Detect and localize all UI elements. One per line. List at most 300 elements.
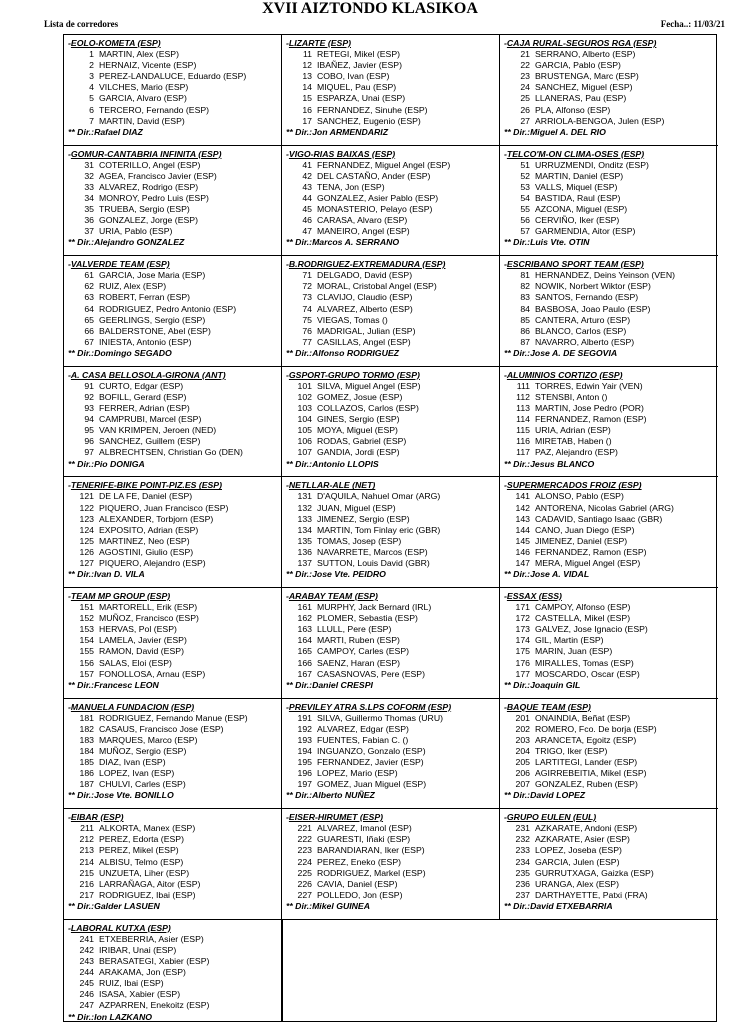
team-name: -ESSAX (ESS) bbox=[504, 591, 562, 601]
rider-number: 207 bbox=[515, 779, 530, 790]
rider-name: GURRUTXAGA, Gaizka (ESP) bbox=[535, 867, 654, 878]
team-block bbox=[64, 588, 282, 698]
rider-name: RAMON, David (ESP) bbox=[99, 646, 184, 657]
rider-name: RUIZ, Ibai (ESP) bbox=[99, 978, 164, 989]
rider-name: BASBOSA, Joao Paulo (ESP) bbox=[535, 303, 651, 314]
rider-name: FERRER, Adrian (ESP) bbox=[99, 403, 190, 414]
rider-row bbox=[68, 1000, 282, 1011]
rider-name: CHULVI, Carles (ESP) bbox=[99, 779, 186, 790]
rider-number: 213 bbox=[79, 845, 94, 856]
rider-number: 32 bbox=[84, 170, 94, 181]
rider-row bbox=[504, 547, 718, 558]
rider-name: PLOMER, Sebastia (ESP) bbox=[317, 613, 418, 624]
rider-row bbox=[286, 381, 500, 392]
rider-row bbox=[504, 193, 718, 204]
rider-number: 53 bbox=[520, 181, 530, 192]
rider-name: GARCIA, Julen (ESP) bbox=[535, 856, 620, 867]
rider-number: 85 bbox=[520, 314, 530, 325]
team-name: -EISER-HIRUMET (ESP) bbox=[286, 812, 384, 823]
team-director: ** Dir.:Jesus BLANCO bbox=[504, 458, 595, 469]
team-name-text: TEAM MP GROUP (ESP) bbox=[70, 591, 171, 601]
rider-row bbox=[68, 503, 282, 514]
rider-number: 122 bbox=[79, 502, 94, 513]
rider-row bbox=[68, 315, 282, 326]
rider-name: JIMENEZ, Sergio (ESP) bbox=[317, 513, 410, 524]
rider-row bbox=[286, 724, 500, 735]
rider-number: 136 bbox=[297, 546, 312, 557]
rider-row bbox=[504, 713, 718, 724]
rider-number: 195 bbox=[297, 757, 312, 768]
team-director: ** Dir.:Alberto NUÑEZ bbox=[286, 790, 375, 801]
rider-row bbox=[504, 326, 718, 337]
team-name-text: LIZARTE (ESP) bbox=[288, 38, 352, 48]
rider-row bbox=[504, 757, 718, 768]
rider-row bbox=[504, 768, 718, 779]
rider-name: MOSCARDO, Oscar (ESP) bbox=[535, 668, 640, 679]
rider-name: VAN KRIMPEN, Jeroen (NED) bbox=[99, 425, 217, 436]
rider-number: 127 bbox=[79, 558, 94, 569]
rider-number: 91 bbox=[84, 380, 94, 391]
rider-row bbox=[286, 868, 500, 879]
empty-area bbox=[282, 920, 716, 1021]
team-name-text: MANUELA FUNDACION (ESP) bbox=[70, 701, 195, 712]
rider-row bbox=[68, 425, 282, 436]
rider-number: 37 bbox=[84, 226, 94, 237]
rider-number: 101 bbox=[297, 380, 312, 391]
team-name: -LIZARTE (ESP) bbox=[286, 38, 352, 48]
rider-name: CERVIÑO, Iker (ESP) bbox=[535, 215, 620, 226]
rider-number: 51 bbox=[520, 159, 530, 170]
rider-name: LOPEZ, Joseba (ESP) bbox=[535, 845, 622, 856]
rider-number: 231 bbox=[515, 823, 530, 834]
rider-number: 162 bbox=[297, 613, 312, 624]
rider-row bbox=[504, 315, 718, 326]
rider-row bbox=[286, 436, 500, 447]
rider-name: HERNANDEZ, Deins Yeinson (VEN) bbox=[535, 270, 676, 281]
rider-name: VILCHES, Mario (ESP) bbox=[99, 82, 189, 93]
rider-name: COTERILLO, Angel (ESP) bbox=[99, 159, 201, 170]
rider-row bbox=[504, 857, 718, 868]
rider-row bbox=[286, 71, 500, 82]
rider-row bbox=[286, 779, 500, 790]
team-name: -MANUELA FUNDACION (ESP) bbox=[68, 701, 195, 712]
rider-name: MERA, Miguel Angel (ESP) bbox=[535, 558, 641, 569]
team-block bbox=[500, 809, 718, 919]
team-name: -EOLO-KOMETA (ESP) bbox=[68, 38, 161, 48]
team-name: -GRUPO EULEN (EUL) bbox=[504, 812, 597, 823]
rider-number: 65 bbox=[84, 314, 94, 325]
rider-row bbox=[504, 281, 718, 292]
rider-name: GARCIA, Pablo (ESP) bbox=[535, 60, 621, 71]
rider-number: 243 bbox=[79, 956, 94, 967]
rider-number: 226 bbox=[297, 878, 312, 889]
rider-name: ISASA, Xabier (ESP) bbox=[99, 989, 181, 1000]
rider-name: RUIZ, Alex (ESP) bbox=[99, 281, 167, 292]
rider-number: 133 bbox=[297, 513, 312, 524]
rider-name: SALAS, Eloi (ESP) bbox=[99, 657, 172, 668]
rider-row bbox=[68, 105, 282, 116]
rider-name: NAVARRETE, Marcos (ESP) bbox=[317, 546, 428, 557]
rider-row bbox=[68, 71, 282, 82]
rider-number: 47 bbox=[302, 226, 312, 237]
rider-row bbox=[286, 326, 500, 337]
team-director: ** Dir.:Alfonso RODRIGUEZ bbox=[286, 347, 399, 358]
rider-number: 74 bbox=[302, 303, 312, 314]
team-block bbox=[64, 35, 282, 145]
rider-number: 33 bbox=[84, 181, 94, 192]
rider-number: 246 bbox=[79, 989, 94, 1000]
rider-row bbox=[68, 934, 282, 945]
rider-number: 191 bbox=[297, 712, 312, 723]
rider-row bbox=[68, 669, 282, 680]
rider-list-label: Lista de corredores bbox=[44, 19, 119, 29]
rider-number: 36 bbox=[84, 215, 94, 226]
rider-number: 204 bbox=[515, 745, 530, 756]
rider-name: MARTORELL, Erik (ESP) bbox=[99, 602, 198, 613]
rider-name: GUARESTI, Iñaki (ESP) bbox=[317, 834, 411, 845]
rider-number: 13 bbox=[302, 71, 312, 82]
rider-row bbox=[504, 658, 718, 669]
rider-row bbox=[68, 381, 282, 392]
rider-name: FERNANDEZ, Sinuhe (ESP) bbox=[317, 104, 428, 115]
rider-number: 23 bbox=[520, 71, 530, 82]
rider-name: LARTITEGI, Lander (ESP) bbox=[535, 757, 638, 768]
rider-number: 62 bbox=[84, 281, 94, 292]
rider-number: 212 bbox=[79, 834, 94, 845]
rider-number: 72 bbox=[302, 281, 312, 292]
rider-name: GANDIA, Jordi (ESP) bbox=[317, 447, 400, 458]
team-block bbox=[64, 920, 282, 1030]
team-name-text: NETLLAR-ALE (NET) bbox=[288, 480, 376, 491]
rider-row bbox=[504, 447, 718, 458]
rider-number: 156 bbox=[79, 657, 94, 668]
rider-number: 126 bbox=[79, 546, 94, 557]
rider-name: GEERLINGS, Sergio (ESP) bbox=[99, 314, 206, 325]
rider-name: MARTIN, Daniel (ESP) bbox=[535, 170, 624, 181]
team-block bbox=[64, 477, 282, 587]
team-director: ** Dir.:Francesc LEON bbox=[68, 679, 159, 690]
rider-name: PEREZ-LANDALUCE, Eduardo (ESP) bbox=[99, 71, 247, 82]
rider-row bbox=[68, 768, 282, 779]
rider-number: 132 bbox=[297, 502, 312, 513]
rider-name: URRUZMENDI, Onditz (ESP) bbox=[535, 159, 649, 170]
rider-row bbox=[286, 304, 500, 315]
row-divider bbox=[64, 145, 718, 146]
team-block bbox=[500, 588, 718, 698]
team-director: ** Dir.:Joaquin GIL bbox=[504, 679, 581, 690]
rider-number: 155 bbox=[79, 646, 94, 657]
team-block bbox=[282, 699, 500, 809]
rider-number: 201 bbox=[515, 712, 530, 723]
rider-number: 131 bbox=[297, 491, 312, 502]
rider-row bbox=[286, 82, 500, 93]
rider-number: 176 bbox=[515, 657, 530, 668]
rider-row bbox=[286, 845, 500, 856]
team-name-text: EIBAR (ESP) bbox=[70, 812, 124, 823]
rider-name: CADAVID, Santiago Isaac (GBR) bbox=[535, 513, 663, 524]
rider-number: 54 bbox=[520, 192, 530, 203]
rider-name: MIRALLES, Tomas (ESP) bbox=[535, 657, 634, 668]
rider-name: URANGA, Alex (ESP) bbox=[535, 878, 619, 889]
rider-row bbox=[504, 226, 718, 237]
team-name: -GOMUR-CANTABRIA INFINITA (ESP) bbox=[68, 148, 222, 159]
rider-row bbox=[286, 281, 500, 292]
rider-name: AGEA, Francisco Javier (ESP) bbox=[99, 170, 217, 181]
team-name-text: GSPORT-GRUPO TORMO (ESP) bbox=[288, 369, 420, 380]
rider-name: CASAUS, Francisco Jose (ESP) bbox=[99, 723, 224, 734]
rider-number: 172 bbox=[515, 613, 530, 624]
rider-row bbox=[286, 658, 500, 669]
rider-name: ALVAREZ, Imanol (ESP) bbox=[317, 823, 412, 834]
rider-name: MARTIN, Alex (ESP) bbox=[99, 49, 179, 60]
date-label: Fecha..: 11/03/21 bbox=[660, 19, 725, 29]
team-director: ** Dir.:Jose A. DE SEGOVIA bbox=[504, 347, 618, 358]
rider-name: GONZALEZ, Asier Pablo (ESP) bbox=[317, 192, 439, 203]
team-name: -NETLLAR-ALE (NET) bbox=[286, 480, 376, 491]
rider-number: 154 bbox=[79, 635, 94, 646]
rider-row bbox=[68, 514, 282, 525]
rider-name: JUAN, Miguel (ESP) bbox=[317, 502, 396, 513]
rider-number: 4 bbox=[89, 82, 94, 93]
rider-row bbox=[286, 193, 500, 204]
rider-row bbox=[504, 491, 718, 502]
rider-row bbox=[504, 160, 718, 171]
rider-number: 3 bbox=[89, 71, 94, 82]
rider-row bbox=[504, 215, 718, 226]
rider-row bbox=[68, 392, 282, 403]
team-block bbox=[64, 809, 282, 919]
team-block bbox=[64, 367, 282, 477]
rider-name: RODRIGUEZ, Fernando Manue (ESP) bbox=[99, 712, 248, 723]
rider-name: MOYA, Miguel (ESP) bbox=[317, 425, 398, 436]
rider-name: CAVIA, Daniel (ESP) bbox=[317, 878, 398, 889]
team-director: ** Dir.:Jose Vte. PEIDRO bbox=[286, 569, 386, 580]
rider-row bbox=[286, 746, 500, 757]
rider-row bbox=[68, 978, 282, 989]
rider-number: 44 bbox=[302, 192, 312, 203]
rider-name: GARCIA, Jose Maria (ESP) bbox=[99, 270, 206, 281]
rider-name: GARCIA, Alvaro (ESP) bbox=[99, 93, 187, 104]
rider-number: 22 bbox=[520, 60, 530, 71]
team-name-text: CAJA RURAL-SEGUROS RGA (ESP) bbox=[506, 38, 657, 48]
rider-row bbox=[68, 857, 282, 868]
rider-name: ROMERO, Fco. De borja (ESP) bbox=[535, 723, 657, 734]
rider-name: MONROY, Pedro Luis (ESP) bbox=[99, 192, 209, 203]
rider-row bbox=[286, 315, 500, 326]
rider-row bbox=[504, 845, 718, 856]
team-director: ** Dir.:Antonio LLOPIS bbox=[286, 458, 379, 469]
rider-row bbox=[68, 989, 282, 1000]
row-divider bbox=[64, 366, 718, 367]
rider-name: PLA, Alfonso (ESP) bbox=[535, 104, 611, 115]
rider-row bbox=[504, 414, 718, 425]
team-director: ** Dir.:Pio DONIGA bbox=[68, 458, 145, 469]
rider-number: 242 bbox=[79, 944, 94, 955]
rider-name: ARAKAMA, Jon (ESP) bbox=[99, 967, 186, 978]
rider-number: 14 bbox=[302, 82, 312, 93]
rider-row bbox=[504, 558, 718, 569]
rider-number: 5 bbox=[89, 93, 94, 104]
rider-name: GIL, Martin (ESP) bbox=[535, 635, 604, 646]
rider-number: 41 bbox=[302, 159, 312, 170]
rider-number: 225 bbox=[297, 867, 312, 878]
rider-number: 121 bbox=[79, 491, 94, 502]
rider-name: ONAINDIA, Beñat (ESP) bbox=[535, 712, 631, 723]
rider-name: AZCONA, Miguel (ESP) bbox=[535, 204, 628, 215]
rider-name: JIMENEZ, Daniel (ESP) bbox=[535, 535, 628, 546]
rider-number: 17 bbox=[302, 115, 312, 126]
rider-number: 86 bbox=[520, 325, 530, 336]
rider-name: POLLEDO, Jon (ESP) bbox=[317, 889, 403, 900]
team-director: ** Dir.:Luis Vte. OTIN bbox=[504, 237, 590, 248]
rider-number: 6 bbox=[89, 104, 94, 115]
rider-name: FERNANDEZ, Ramon (ESP) bbox=[535, 414, 647, 425]
rider-row bbox=[68, 956, 282, 967]
row-divider bbox=[64, 476, 718, 477]
rider-row bbox=[286, 116, 500, 127]
team-name-text: BAQUE TEAM (ESP) bbox=[506, 701, 591, 712]
rider-row bbox=[286, 635, 500, 646]
rider-row bbox=[504, 204, 718, 215]
rider-row bbox=[286, 403, 500, 414]
rider-name: TERCERO, Fernando (ESP) bbox=[99, 104, 210, 115]
team-name: -LABORAL KUTXA (ESP) bbox=[68, 922, 171, 933]
rider-row bbox=[286, 425, 500, 436]
rider-name: GONZALEZ, Jorge (ESP) bbox=[99, 215, 198, 226]
team-director: ** Dir.:Domingo SEGADO bbox=[68, 347, 172, 358]
row-divider bbox=[64, 587, 718, 588]
rider-row bbox=[286, 514, 500, 525]
rider-name: NOWIK, Norbert Wiktor (ESP) bbox=[535, 281, 651, 292]
rider-row bbox=[68, 834, 282, 845]
rider-row bbox=[286, 558, 500, 569]
rider-number: 235 bbox=[515, 867, 530, 878]
rider-row bbox=[504, 304, 718, 315]
rider-number: 184 bbox=[79, 745, 94, 756]
rider-number: 27 bbox=[520, 115, 530, 126]
rider-row bbox=[504, 392, 718, 403]
rider-number: 105 bbox=[297, 425, 312, 436]
team-name-text: EOLO-KOMETA (ESP) bbox=[70, 38, 161, 48]
rider-name: SANCHEZ, Eugenio (ESP) bbox=[317, 115, 421, 126]
team-name: -A. CASA BELLOSOLA-GIRONA (ANT) bbox=[68, 369, 226, 380]
rider-number: 34 bbox=[84, 192, 94, 203]
team-name: -VIGO-RIAS BAIXAS (ESP) bbox=[286, 148, 396, 159]
team-grid bbox=[63, 34, 717, 1022]
rider-number: 92 bbox=[84, 391, 94, 402]
rider-name: MARTIN, Jose Pedro (POR) bbox=[535, 403, 644, 414]
rider-number: 7 bbox=[89, 115, 94, 126]
team-director: ** Dir.:Daniel CRESPI bbox=[286, 679, 373, 690]
team-name: -TEAM MP GROUP (ESP) bbox=[68, 591, 171, 601]
rider-number: 196 bbox=[297, 768, 312, 779]
rider-number: 247 bbox=[79, 1000, 94, 1011]
rider-number: 46 bbox=[302, 215, 312, 226]
rider-name: AZKARATE, Asier (ESP) bbox=[535, 834, 630, 845]
rider-number: 165 bbox=[297, 646, 312, 657]
rider-name: TRIGO, Iker (ESP) bbox=[535, 745, 608, 756]
team-block bbox=[500, 256, 718, 366]
team-name: -PREVILEY ATRA S.LPS COFORM (ESP) bbox=[286, 701, 452, 712]
rider-row bbox=[68, 403, 282, 414]
rider-number: 134 bbox=[297, 524, 312, 535]
rider-row bbox=[286, 414, 500, 425]
rider-name: LLULL, Pere (ESP) bbox=[317, 624, 392, 635]
team-name-text: SUPERMERCADOS FROIZ (ESP) bbox=[506, 480, 642, 491]
rider-number: 113 bbox=[516, 403, 530, 414]
rider-number: 61 bbox=[84, 270, 94, 281]
rider-name: NAVARRO, Alberto (ESP) bbox=[535, 336, 635, 347]
rider-row bbox=[286, 669, 500, 680]
team-director: ** Dir.:Mikel GUINEA bbox=[286, 900, 370, 911]
rider-row bbox=[286, 215, 500, 226]
team-name-text: B.RODRIGUEZ-EXTREMADURA (ESP) bbox=[288, 259, 446, 270]
rider-number: 43 bbox=[302, 181, 312, 192]
rider-name: ALEXANDER, Torbjorn (ESP) bbox=[99, 513, 214, 524]
team-name-text: ESSAX (ESS) bbox=[506, 591, 562, 601]
rider-row bbox=[286, 525, 500, 536]
team-name-text: VALVERDE TEAM (ESP) bbox=[70, 259, 170, 270]
rider-row bbox=[68, 823, 282, 834]
rider-name: DELGADO, David (ESP) bbox=[317, 270, 413, 281]
rider-name: ANTORENA, Nicolas Gabriel (ARG) bbox=[535, 502, 674, 513]
team-name-text: PREVILEY ATRA S.LPS COFORM (ESP) bbox=[288, 701, 452, 712]
rider-name: GOMEZ, Josue (ESP) bbox=[317, 391, 403, 402]
rider-row bbox=[504, 646, 718, 657]
rider-name: LAMELA, Javier (ESP) bbox=[99, 635, 187, 646]
rider-number: 234 bbox=[515, 856, 530, 867]
rider-number: 175 bbox=[515, 646, 530, 657]
team-name-text: GRUPO EULEN (EUL) bbox=[506, 812, 597, 823]
rider-name: MURPHY, Jack Bernard (IRL) bbox=[317, 602, 432, 613]
rider-name: MUÑOZ, Francisco (ESP) bbox=[99, 613, 199, 624]
rider-number: 214 bbox=[79, 856, 94, 867]
rider-name: CLAVIJO, Claudio (ESP) bbox=[317, 292, 413, 303]
rider-row bbox=[504, 403, 718, 414]
team-name: -B.RODRIGUEZ-EXTREMADURA (ESP) bbox=[286, 259, 446, 270]
team-block bbox=[282, 477, 500, 587]
rider-name: IBAÑEZ, Javier (ESP) bbox=[317, 60, 402, 71]
team-name: -EIBAR (ESP) bbox=[68, 812, 124, 823]
rider-row bbox=[504, 93, 718, 104]
rider-name: IRIBAR, Unai (ESP) bbox=[99, 944, 177, 955]
rider-row bbox=[68, 724, 282, 735]
rider-name: SILVA, Miguel Angel (ESP) bbox=[317, 380, 421, 391]
team-name-text: TENERIFE-BIKE POINT-PIZ.ES (ESP) bbox=[70, 480, 222, 491]
rider-number: 21 bbox=[520, 49, 530, 60]
rider-row bbox=[286, 171, 500, 182]
rider-row bbox=[286, 602, 500, 613]
rider-name: D'AQUILA, Nahuel Omar (ARG) bbox=[317, 491, 441, 502]
rider-number: 141 bbox=[515, 491, 530, 502]
rider-number: 166 bbox=[297, 657, 312, 668]
rider-name: COBO, Ivan (ESP) bbox=[317, 71, 390, 82]
team-name-text: GOMUR-CANTABRIA INFINITA (ESP) bbox=[70, 148, 222, 159]
rider-number: 81 bbox=[520, 270, 530, 281]
rider-number: 163 bbox=[297, 624, 312, 635]
rider-number: 71 bbox=[302, 270, 312, 281]
rider-row bbox=[68, 414, 282, 425]
rider-row bbox=[504, 116, 718, 127]
rider-name: STENSBI, Anton () bbox=[535, 391, 608, 402]
team-name-text: ESCRIBANO SPORT TEAM (ESP) bbox=[506, 259, 644, 270]
rider-name: ROBERT, Ferran (ESP) bbox=[99, 292, 191, 303]
rider-name: RODRIGUEZ, Ibai (ESP) bbox=[99, 889, 196, 900]
rider-row bbox=[286, 392, 500, 403]
rider-number: 194 bbox=[297, 745, 312, 756]
rider-number: 205 bbox=[515, 757, 530, 768]
rider-name: ARANCETA, Egoitz (ESP) bbox=[535, 734, 637, 745]
